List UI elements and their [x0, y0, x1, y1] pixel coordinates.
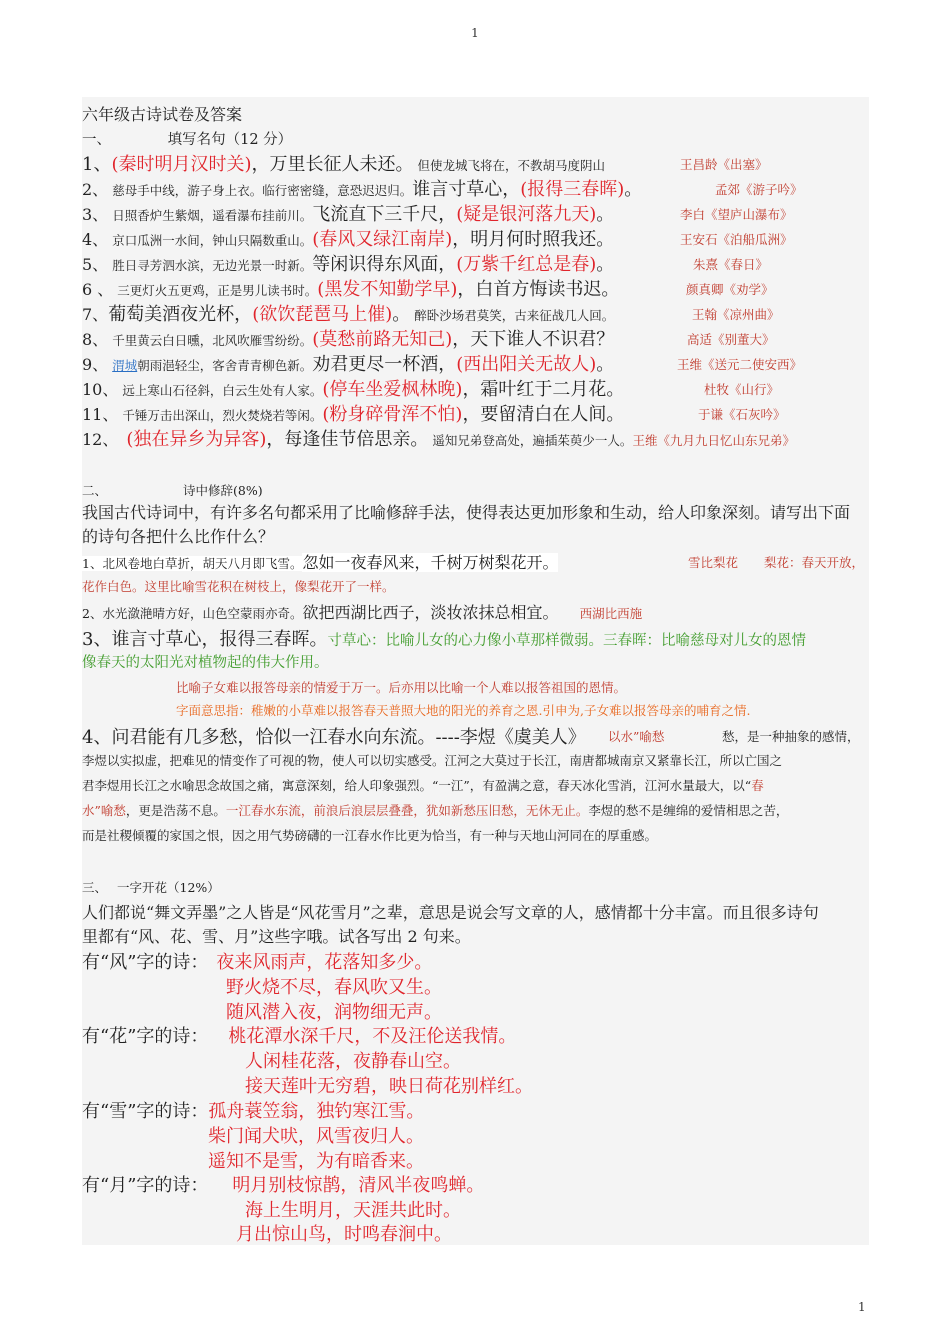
feng-label: 有“风”字的诗：	[82, 952, 209, 973]
fill-item-10: 10、 远上寒山石径斜，白云生处有人家。(停车坐爱枫林晚)，霜叶红于二月花。 杜牧《山行》	[82, 379, 780, 400]
feng-group	[82, 948, 432, 974]
metaphor-q3-note: 像春天的太阳光对植物起的伟大作用。	[82, 655, 329, 671]
section3-intro-1: 人们都说“舞文弄墨”之人皆是“风花雪月”之辈，意思是说会写文章的人，感情都十分丰富。而且很多诗句	[82, 903, 819, 922]
fill-item-12: 12、 (独在异乡为异客)，每逢佳节倍思亲。 遥知兄弟登高处，遍插茱萸少一人。王维《九月九日忆山东兄弟》	[82, 429, 795, 450]
section3-title: 一字开花（12%）	[117, 880, 220, 895]
poem-source: 李白《望庐山瀑布》	[680, 207, 793, 222]
metaphor-q4-line3: 君李煜用长江之水喻思念故国之痛，寓意深刻，给人印象强烈。“一江”，有盈满之意，春天冰化雪消，江河水量最大，以“春	[82, 778, 764, 793]
section2-heading	[82, 481, 263, 499]
answer: (独在异乡为异客)	[126, 429, 267, 450]
metaphor-q4-line4: 水”喻愁，更是浩荡不息。一江春水东流，前浪后浪层层叠叠，犹如新愁压旧愁，无休无止。李煜的愁不是缠绵的爱情相思之苦，	[82, 803, 789, 818]
page-number-top: 1	[471, 26, 479, 40]
metaphor-q3: 3、谁言寸草心，报得三春晖。寸草心：比喻儿女的心力像小草那样微弱。三春晖：比喻慈母对儿女的恩情	[82, 629, 806, 650]
answer: (粉身碎骨浑不怕)	[322, 404, 463, 425]
metaphor-q4: 4、问君能有几多愁，恰似一江春水向东流。----李煜《虞美人》 以水”喻愁 愁，是一种抽象的感情，	[82, 727, 860, 748]
metaphor-q1: 1、北风卷地白草折，胡天八月即飞雪。忽如一夜春风来，千树万树梨花开。 雪比梨花 梨花：春天开放，	[82, 553, 865, 572]
section1-heading	[82, 128, 292, 149]
yue-line-3: 月出惊山鸟，时鸣春涧中。	[236, 1224, 452, 1245]
yue-line-2: 海上生明月，天涯共此时。	[245, 1200, 461, 1221]
feng-line-1: 夜来风雨声，花落知多少。	[216, 952, 433, 973]
answer: (万紫千红总是春)	[456, 254, 597, 275]
poem-source: 于谦《石灰吟》	[698, 407, 786, 422]
section3-heading	[82, 878, 220, 896]
answer: (秦时明月汉时关)	[111, 154, 252, 175]
xue-line-1: 孤舟蓑笠翁，独钓寒江雪。	[208, 1101, 425, 1122]
answer: (春风又绿江南岸)	[312, 229, 453, 250]
answer: 雪比梨花	[688, 555, 739, 570]
metaphor-q3-orange-note: 字面意思指：稚嫩的小草难以报答春天普照大地的阳光的养育之恩.引申为,子女难以报答母亲的哺育之情.	[176, 703, 751, 718]
hua-group	[82, 1022, 516, 1048]
answer: (疑是银河落九天)	[456, 204, 597, 225]
poem-source: 孟郊《游子吟》	[715, 182, 803, 197]
xue-group	[82, 1097, 424, 1123]
section1-number: 一、	[82, 132, 111, 148]
answer: 以水”喻愁	[608, 729, 665, 744]
yue-line-1: 明月别枝惊鹊，清风半夜鸣蝉。	[232, 1175, 485, 1196]
fill-item-4: 4、 京口瓜洲一水间，钟山只隔数重山。(春风又绿江南岸)，明月何时照我还。 王安石《泊船瓜洲》	[82, 229, 793, 250]
metaphor-q4-line5: 而是社稷倾覆的家国之恨，因之用气势磅礴的一江春水作比更为恰当，有一种与天地山河同在的厚重感。	[82, 828, 658, 843]
yue-group	[82, 1171, 484, 1197]
feng-line-3: 随风潜入夜，润物细无声。	[226, 1002, 442, 1023]
metaphor-q2: 2、水光潋滟晴方好，山色空蒙雨亦奇。欲把西湖比西子，淡妆浓抹总相宜。 西湖比西施	[82, 603, 643, 622]
answer: (莫愁前路无知己)	[312, 329, 453, 350]
feng-line-2: 野火烧不尽，春风吹又生。	[226, 977, 442, 998]
xue-label: 有“雪”字的诗：	[82, 1101, 209, 1122]
section2-number: 二、	[82, 483, 108, 498]
poem-source: 王维《九月九日忆山东兄弟》	[632, 433, 795, 448]
fill-item-1: 1、(秦时明月汉时关)，万里长征人未还。 但使龙城飞将在，不教胡马度阴山 王昌龄《出塞》	[82, 154, 768, 175]
section3-number: 三、	[82, 880, 108, 895]
answer: 西湖比西施	[579, 606, 643, 621]
answer: (报得三春晖)	[520, 179, 625, 200]
yue-label: 有“月”字的诗：	[82, 1175, 209, 1196]
fill-item-9: 9、 渭城朝雨浥轻尘，客舍青青柳色新。劝君更尽一杯酒，(西出阳关无故人)。 王维《送元二使安西》	[82, 354, 803, 375]
fill-item-3: 3、 日照香炉生紫烟，遥看瀑布挂前川。飞流直下三千尺，(疑是银河落九天)。 李白《望庐山瀑布》	[82, 204, 793, 225]
metaphor-q1-note: 花作白色。这里比喻雪花积在树枝上，像梨花开了一样。	[82, 579, 395, 594]
xue-line-2: 柴门闻犬吠，风雪夜归人。	[208, 1126, 424, 1147]
hua-line-3: 接天莲叶无穷碧，映日荷花别样红。	[245, 1076, 533, 1097]
poem-source: 王维《送元二使安西》	[677, 357, 803, 372]
fill-item-2: 2、 慈母手中线，游子身上衣。临行密密缝，意恐迟迟归。谁言寸草心，(报得三春晖)。 孟郊《游子吟》	[82, 179, 803, 200]
fill-item-5: 5、 胜日寻芳泗水滨，无边光景一时新。等闲识得东风面，(万紫千红总是春)。 朱熹《春日》	[82, 254, 769, 275]
hua-line-2: 人闲桂花落，夜静春山空。	[245, 1051, 461, 1072]
answer: (黑发不知勤学早)	[317, 279, 458, 300]
poem-source: 王翰《凉州曲》	[692, 307, 780, 322]
section2-intro-2: 的诗句各把什么比作什么？	[82, 527, 275, 546]
poem-source: 颜真卿《劝学》	[686, 282, 774, 297]
answer: (停车坐爱枫林晚)	[322, 379, 463, 400]
xue-line-3: 遥知不是雪，为有暗香来。	[208, 1151, 424, 1172]
section2-title: 诗中修辞(8%)	[183, 483, 263, 498]
doc-title: 六年级古诗试卷及答案	[82, 105, 243, 124]
poem-source: 杜牧《山行》	[704, 382, 780, 397]
poem-source: 王安石《泊船瓜洲》	[680, 232, 793, 247]
hua-label: 有“花”字的诗：	[82, 1026, 209, 1047]
hua-line-1: 桃花潭水深千尺，不及汪伦送我情。	[228, 1026, 517, 1047]
poem-source: 王昌龄《出塞》	[680, 157, 768, 172]
section2-intro-1: 我国古代诗词中，有许多名句都采用了比喻修辞手法，使得表达更加形象和生动，给人印象深刻。请写出下面	[82, 503, 851, 522]
section3-intro-2: 里都有“风、花、雪、月”这些字哦。试各写出 2 句来。	[82, 927, 471, 946]
fill-item-8: 8、 千里黄云白日曛，北风吹雁雪纷纷。(莫愁前路无知己)，天下谁人不识君？ 高适《别董大》	[82, 329, 775, 350]
fill-item-11: 11、 千锤万击出深山，烈火焚烧若等闲。(粉身碎骨浑不怕)，要留清白在人间。 于谦《石灰吟》	[82, 404, 786, 425]
page-number-bottom: 1	[858, 1300, 866, 1314]
poem-source: 朱熹《春日》	[693, 257, 769, 272]
answer: (欲饮琵琶马上催)	[252, 304, 393, 325]
metaphor-q3-red-note: 比喻子女难以报答母亲的情爱于万一。后亦用以比喻一个人难以报答祖国的恩情。	[176, 680, 627, 695]
fill-item-6: 6 、 三更灯火五更鸡，正是男儿读书时。(黑发不知勤学早)，白首方悔读书迟。 颜真卿《劝学》	[82, 279, 774, 300]
fill-item-7: 7、葡萄美酒夜光杯，(欲饮琵琶马上催)。 醉卧沙场君莫笑，古来征战几人回。 王翰《凉州曲》	[82, 304, 780, 325]
metaphor-q4-line2: 李煜以实拟虚，把难见的情变作了可视的物，使人可以切实感受。江河之大莫过于长江，南唐都城南京又紧靠长江，所以亡国之	[82, 753, 783, 768]
section1-title: 填写名句（12 分）	[167, 132, 293, 148]
answer: (西出阳关无故人)	[456, 354, 597, 375]
poem-source: 高适《别董大》	[687, 332, 775, 347]
weicheng-link[interactable]: 渭城	[112, 358, 138, 373]
